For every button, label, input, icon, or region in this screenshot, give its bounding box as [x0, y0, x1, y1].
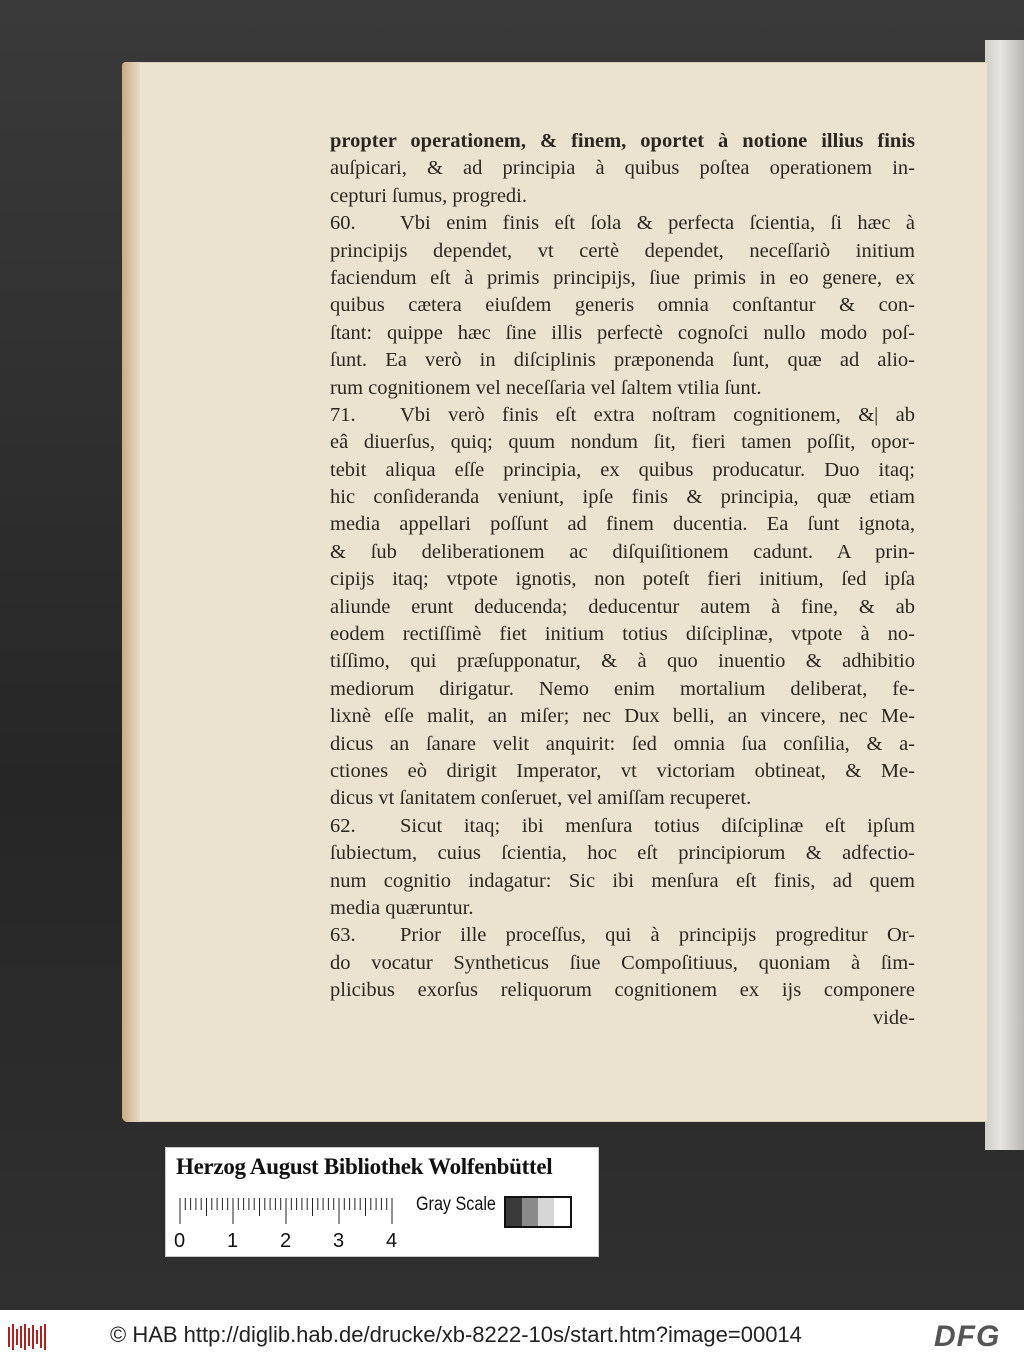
footer-bar [0, 1310, 1024, 1361]
ruler-label: 3 [333, 1230, 345, 1252]
line-text: ſunt. Ea verò in diſciplinis præponenda ſunt, quæ ad alio- [330, 349, 915, 372]
line-text: cipijs itaq; vtpote ignotis, non poteſt fieri initium, ſed ipſa [330, 568, 915, 591]
ruler-label: 2 [280, 1230, 292, 1252]
line-text: principijs dependet, vt certè dependet, neceſſariò initium [330, 239, 915, 262]
text-line [330, 1005, 915, 1032]
barcode-logo-icon [8, 1324, 46, 1350]
text-line [330, 402, 915, 429]
text-line [330, 840, 915, 867]
text-line [330, 813, 915, 840]
text-line [330, 868, 915, 895]
gray-swatch [554, 1198, 570, 1226]
line-text: ſubiectum, cuius ſcientia, hoc eſt principiorum & adfectio- [330, 842, 915, 865]
text-line [330, 922, 915, 949]
line-text: ctiones eò dirigit Imperator, vt victoriam obtineat, & Me- [330, 759, 915, 782]
text-line [330, 594, 915, 621]
line-text: propter operationem, & finem, oportet à notione illius finis [330, 130, 915, 152]
text-line [330, 758, 915, 785]
line-text: cepturi ſumus, progredi. [330, 184, 527, 207]
text-line [330, 977, 915, 1004]
text-line [330, 155, 915, 182]
line-text: media appellari poſſunt ad finem ducentia. Ea ſunt ignota, [330, 513, 915, 536]
line-text: tebit aliqua eſſe principia, ex quibus producatur. Duo itaq; [330, 458, 915, 481]
text-line [330, 484, 915, 511]
line-text: hic conſideranda veniunt, ipſe finis & principia, quæ etiam [330, 486, 915, 509]
paragraph-number: 63. [330, 924, 356, 947]
line-text: num cognitio indagatur: Sic ibi menſura eſt finis, ad quem [330, 869, 915, 892]
line-text: dicus an ſanare velit anquirit: ſed omnia ſua conſilia, & a- [330, 732, 915, 755]
gray-swatch [538, 1198, 554, 1226]
text-line [330, 539, 915, 566]
text-line [330, 238, 915, 265]
text-line [330, 210, 915, 237]
line-text: Vbi verò finis eſt extra noſtram cognitionem, &| ab [400, 403, 915, 426]
text-line [330, 566, 915, 593]
line-text: dicus vt ſanitatem conſeruet, vel amiſſam recuperet. [330, 787, 752, 810]
text-line [330, 785, 915, 812]
line-text: & ſub deliberationem ac diſquiſitionem cadunt. A prin- [330, 540, 915, 563]
library-name: Herzog August Bibliothek Wolfenbüttel [176, 1154, 553, 1179]
gray-scale-swatches [504, 1196, 572, 1228]
ruler-labels [174, 1230, 414, 1254]
text-line [330, 429, 915, 456]
text-line [330, 621, 915, 648]
line-text: quibus cætera eiuſdem generis omnia conſtantur & con- [330, 294, 915, 317]
text-line [330, 895, 915, 922]
dfg-logo: DFG [934, 1320, 1001, 1353]
line-text: ſtant: quippe hæc ſine illis perfectè cognoſci nullo modo poſ- [330, 321, 915, 344]
text-line [330, 128, 915, 155]
page-fore-edge [122, 62, 140, 1122]
paragraph-number: 60. [330, 212, 356, 235]
line-text: rum cognitionem vel neceſſaria vel ſaltem vtilia ſunt. [330, 376, 762, 399]
line-text: Prior ille proceſſus, qui à principijs progreditur Or- [400, 924, 915, 947]
text-line [330, 265, 915, 292]
gray-swatch [506, 1198, 522, 1226]
text-line [330, 648, 915, 675]
line-text: do vocatur Syntheticus ſiue Compoſitiuus, quoniam à ſim- [330, 951, 915, 974]
text-line [330, 347, 915, 374]
text-line [330, 511, 915, 538]
ruler-label: 1 [227, 1230, 239, 1252]
ruler-scale [178, 1198, 408, 1226]
ruler-label: 0 [174, 1230, 186, 1252]
text-line [330, 375, 915, 402]
text-line [330, 676, 915, 703]
line-text: vide- [872, 1006, 915, 1029]
gray-swatch [522, 1198, 538, 1226]
library-color-card [165, 1147, 599, 1257]
page-text-block [330, 128, 915, 1032]
line-text: Sicut itaq; ibi menſura totius diſciplinæ eſt ipſum [400, 814, 915, 837]
copyright-url-text: © HAB http://diglib.hab.de/drucke/xb-8222-10s/start.htm?image=00014 [110, 1322, 802, 1347]
line-text: eâ diuerſus, quiq; quum nondum ſit, fieri tamen poſſit, opor- [330, 431, 915, 454]
text-line [330, 703, 915, 730]
text-line [330, 457, 915, 484]
line-text: lixnè eſſe malit, an miſer; nec Dux belli, an vincere, nec Me- [330, 705, 915, 728]
line-text: media quæruntur. [330, 896, 474, 919]
line-text: tiſſimo, qui præſupponatur, & à quo inuentio & adhibitio [330, 650, 915, 673]
text-line [330, 320, 915, 347]
line-text: mediorum dirigatur. Nemo enim mortalium deliberat, fe- [330, 677, 915, 700]
line-text: Vbi enim finis eſt ſola & perfecta ſcientia, ſi hæc à [400, 212, 915, 235]
line-text: auſpicari, & ad principia à quibus poſtea operationem in- [330, 157, 915, 180]
line-text: faciendum eſt à primis principijs, ſiue primis in eo genere, ex [330, 266, 915, 289]
text-line [330, 950, 915, 977]
text-line [330, 183, 915, 210]
gray-scale-label: Gray Scale [416, 1194, 496, 1215]
line-text: eodem rectiſſimè fiet initium totius diſciplinæ, vtpote à no- [330, 623, 915, 646]
paragraph-number: 71. [330, 403, 356, 426]
text-line [330, 731, 915, 758]
line-text: aliunde erunt deducenda; deducentur autem à fine, & ab [330, 595, 915, 618]
paragraph-number: 62. [330, 814, 356, 837]
text-line [330, 292, 915, 319]
ruler-label: 4 [386, 1230, 398, 1252]
line-text: plicibus exorſus reliquorum cognitionem ex ijs componere [330, 979, 915, 1002]
next-page-edge [985, 40, 1024, 1150]
